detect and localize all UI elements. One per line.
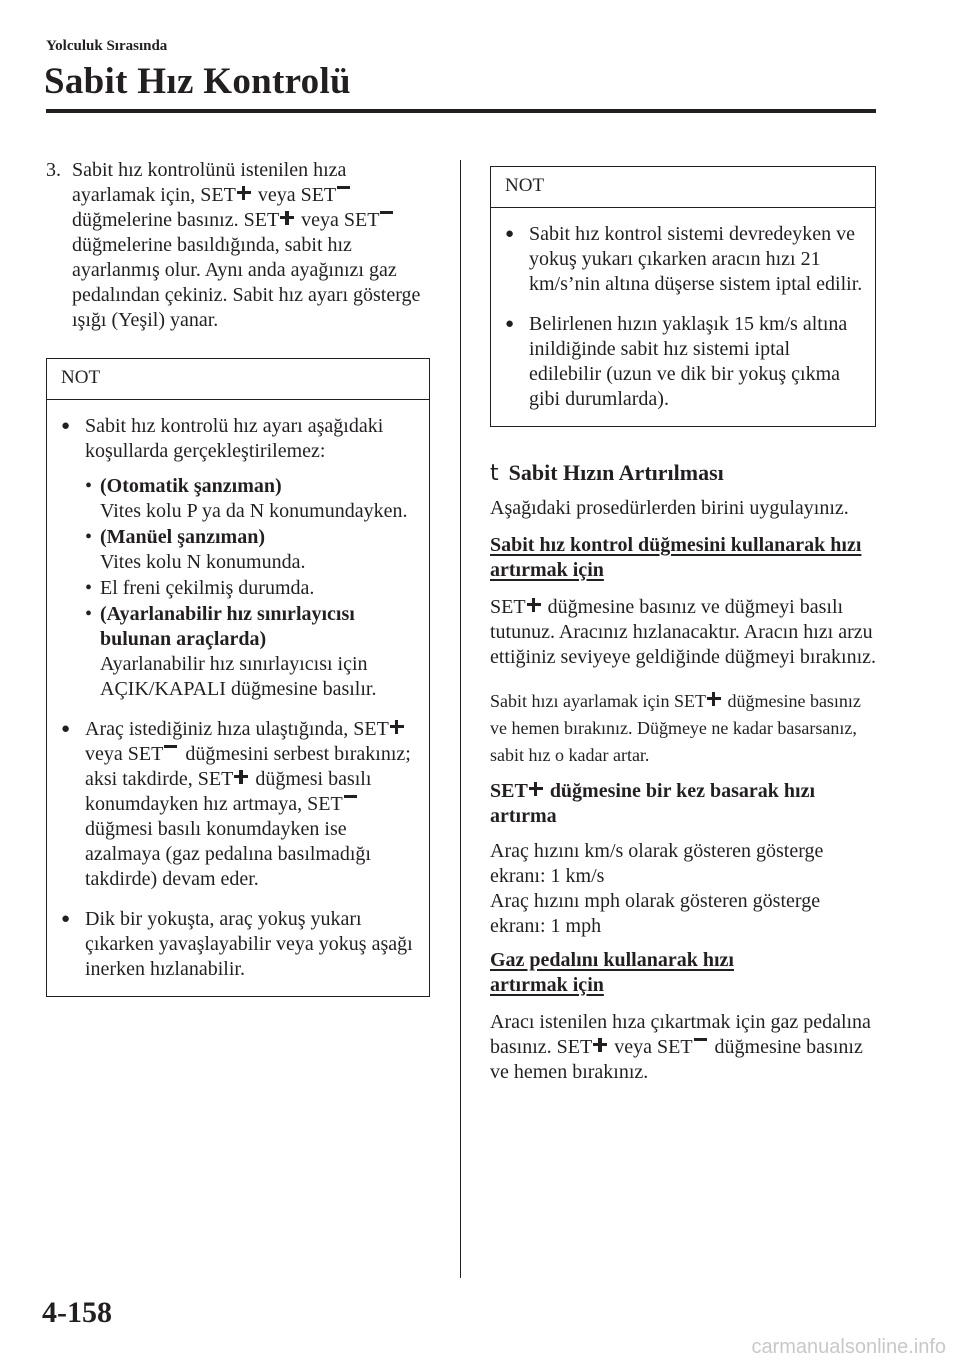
paragraph: Aracı istenilen hıza çıkartmak için gaz pedalına basınız. SET veya SET düğmesine basınız ve hemen bırakınız.: [490, 1011, 871, 1083]
bullet-icon: ●: [505, 226, 515, 242]
bullet-icon: ●: [61, 721, 71, 737]
plus-icon: [234, 770, 248, 784]
note-label: NOT: [47, 359, 429, 400]
minus-icon: [380, 211, 394, 225]
note-body: [491, 208, 875, 426]
intro-text: Aşağıdaki prosedürlerden birini uygulayınız.: [490, 497, 849, 519]
page-number: 4-158: [42, 1296, 112, 1329]
note-bullet: [61, 717, 419, 892]
step-number: 3.: [46, 159, 61, 181]
note-body: [47, 400, 429, 996]
bullet-icon: •: [85, 475, 93, 497]
note-label: NOT: [491, 167, 875, 208]
bullet-icon: ●: [61, 911, 71, 927]
plus-icon: [390, 720, 404, 734]
paragraph: Araç hızını mph olarak gösteren gösterge ekranı: 1 mph: [490, 890, 821, 937]
note-bullet-text: Sabit hız kontrolü hız ayarı aşağıdaki koşullarda gerçekleştirilemez:: [85, 415, 384, 462]
note-box-left: [46, 358, 430, 997]
bullet-icon: ●: [505, 316, 515, 332]
minus-icon: [344, 795, 358, 809]
minus-icon: [694, 1038, 708, 1052]
minus-icon: [337, 186, 351, 200]
paragraph: Araç hızını km/s olarak gösteren gösterge ekranı: 1 km/s: [490, 840, 824, 887]
minus-icon: [164, 745, 178, 759]
plus-icon: [529, 782, 543, 796]
section-heading: t Sabit Hızın Artırılması: [490, 460, 724, 486]
bullet-icon: •: [85, 603, 93, 625]
title-rule: [46, 109, 876, 113]
section-marker-icon: t: [490, 461, 499, 486]
paragraph: Sabit hızı ayarlamak için SET düğmesine basınız ve hemen bırakınız. Düğmeye ne kadar basarsanız, sabit hız o kadar artar.: [490, 691, 861, 765]
watermark: carmanualsonline.info: [751, 1336, 946, 1358]
sub-item: • El freni çekilmiş durumda.: [85, 577, 315, 599]
note-bullet: [61, 907, 419, 982]
sub-item: • (Otomatik şanzıman) Vites kolu P ya da N konumundayken.: [85, 475, 408, 522]
bullet-icon: •: [85, 526, 93, 548]
column-divider: [460, 160, 461, 1278]
note-bullet: [61, 414, 419, 702]
note-bullet-text: Dik bir yokuşta, araç yokuş yukarı çıkarken yavaşlayabilir veya yokuş aşağı inerken hızlanabilir.: [85, 908, 413, 980]
step-3: 3. Sabit hız kontrolünü istenilen hıza ayarlamak için, SET veya SET düğmelerine basınız. SET veya SET düğmelerine basıldığında, sabit hız ayarlanmış olur. Aynı anda ayağınızı gaz pedalından çekiniz. Sabit hız ayarı gösterge ışığı (Yeşil) yanar.: [46, 159, 421, 331]
note-bullet: [505, 312, 865, 412]
note-bullet-text: Belirlenen hızın yaklaşık 15 km/s altına inildiğinde sabit hız sistemi iptal edilebilir (uzun ve dik bir yokuş çıkma gibi durumlarda).: [529, 313, 848, 410]
subheading-single-press: SET düğmesine bir kez basarak hızı artırma: [490, 780, 816, 827]
paragraph: SET düğmesine basınız ve düğmeyi basılı tutunuz. Aracınız hızlanacaktır. Aracın hızı arzu ettiğiniz seviyeye geldiğinde düğmeyi bırakınız.: [490, 596, 877, 668]
note-bullet: [505, 222, 865, 297]
plus-icon: [280, 211, 294, 225]
plus-icon: [707, 692, 721, 706]
plus-icon: [593, 1038, 607, 1052]
sub-item: • (Ayarlanabilir hız sınırlayıcısı bulunan araçlarda) Ayarlanabilir hız sınırlayıcısı için AÇIK/KAPALI düğmesine basılır.: [85, 603, 377, 700]
note-bullet-text: Araç istediğiniz hıza ulaştığında, SET veya SET düğmesini serbest bırakınız; aksi takdirde, SET düğmesi basılı konumdayken hız artmaya, SET düğmesi basılı konumdayken ise azalmaya (gaz pedalına basılmadığı takdirde) devam eder.: [85, 718, 411, 890]
subheading-pedal-method: Gaz pedalını kullanarak hızı artırmak için: [490, 949, 734, 996]
left-column: [46, 158, 430, 997]
subheading-button-method: Sabit hız kontrol düğmesini kullanarak hızı artırmak için: [490, 534, 862, 581]
page-title: Sabit Hız Kontrolü: [44, 61, 351, 102]
section-label: Yolculuk Sırasında: [46, 38, 168, 54]
bullet-icon: ●: [61, 418, 71, 434]
sub-item: • (Manüel şanzıman) Vites kolu N konumunda.: [85, 526, 306, 573]
plus-icon: [237, 186, 251, 200]
bullet-icon: •: [85, 577, 93, 599]
note-box-right: [490, 166, 876, 427]
plus-icon: [527, 598, 541, 612]
right-column: [490, 166, 876, 1085]
note-bullet-text: Sabit hız kontrol sistemi devredeyken ve yokuş yukarı çıkarken aracın hızı 21 km/s’nin altına düşerse sistem iptal edilir.: [529, 223, 863, 295]
